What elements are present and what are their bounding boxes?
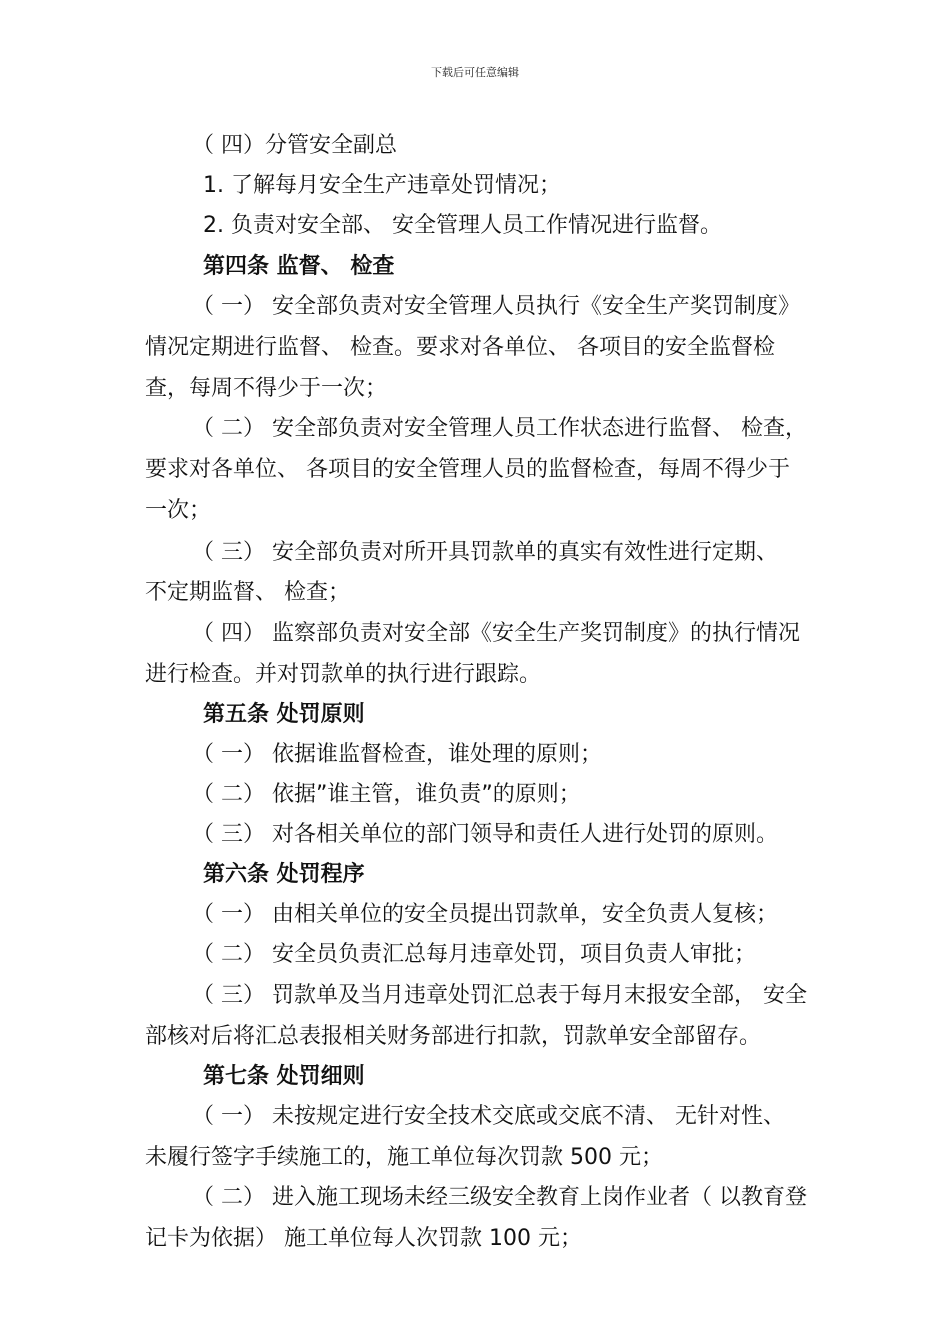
article-heading-7: 第七条 处罚细则 [203, 1064, 365, 1089]
paragraph-line: 情况定期进行监督、 检查。要求对各单位、 各项目的安全监督检 [145, 335, 775, 360]
section-heading-deputy: （ 四）分管安全副总 [192, 133, 397, 158]
list-item: （ 二） 依据”谁主管，谁负责”的原则； [192, 782, 581, 807]
article-heading-5: 第五条 处罚原则 [203, 702, 365, 727]
list-item: （ 三） 对各相关单位的部门领导和责任人进行处罚的原则。 [192, 822, 778, 847]
page-header: 下载后可任意编辑 [431, 66, 519, 79]
paragraph-line: 未履行签字手续施工的，施工单位每次罚款 500 元； [145, 1145, 663, 1170]
paragraph-line: （ 一） 未按规定进行安全技术交底或交底不清、 无针对性、 [192, 1104, 785, 1129]
paragraph-line: （ 一） 安全部负责对安全管理人员执行《安全生产奖罚制度》 [192, 294, 800, 319]
paragraph-line: 记卡为依据） 施工单位每人次罚款 100 元； [145, 1226, 582, 1251]
article-heading-4: 第四条 监督、 检查 [203, 254, 395, 279]
paragraph-line: （ 二） 安全部负责对安全管理人员工作状态进行监督、 检查， [192, 416, 807, 441]
list-item: （ 一） 依据谁监督检查，谁处理的原则； [192, 742, 602, 767]
paragraph-line: 一次； [145, 498, 212, 523]
paragraph-line: 不定期监督、 检查； [145, 580, 350, 605]
paragraph-line: 查，每周不得少于一次； [145, 376, 388, 401]
paragraph-line: 要求对各单位、 各项目的安全管理人员的监督检查，每周不得少于 [145, 457, 790, 482]
paragraph-line: （ 三） 罚款单及当月违章处罚汇总表于每月末报安全部， 安全 [192, 983, 807, 1008]
paragraph-line: 部核对后将汇总表报相关财务部进行扣款，罚款单安全部留存。 [145, 1024, 762, 1049]
list-item: （ 二） 安全员负责汇总每月违章处罚，项目负责人审批； [192, 942, 756, 967]
article-heading-6: 第六条 处罚程序 [203, 862, 365, 887]
paragraph-line: （ 二） 进入施工现场未经三级安全教育上岗作业者（ 以教育登 [192, 1185, 807, 1210]
paragraph-line: （ 三） 安全部负责对所开具罚款单的真实有效性进行定期、 [192, 540, 778, 565]
list-item: 2. 负责对安全部、 安全管理人员工作情况进行监督。 [203, 213, 722, 238]
paragraph-line: 进行检查。并对罚款单的执行进行跟踪。 [145, 662, 542, 687]
paragraph-line: （ 四） 监察部负责对安全部《安全生产奖罚制度》的执行情况 [192, 621, 800, 646]
list-item: 1. 了解每月安全生产违章处罚情况； [203, 173, 561, 198]
list-item: （ 一） 由相关单位的安全员提出罚款单，安全负责人复核； [192, 902, 778, 927]
